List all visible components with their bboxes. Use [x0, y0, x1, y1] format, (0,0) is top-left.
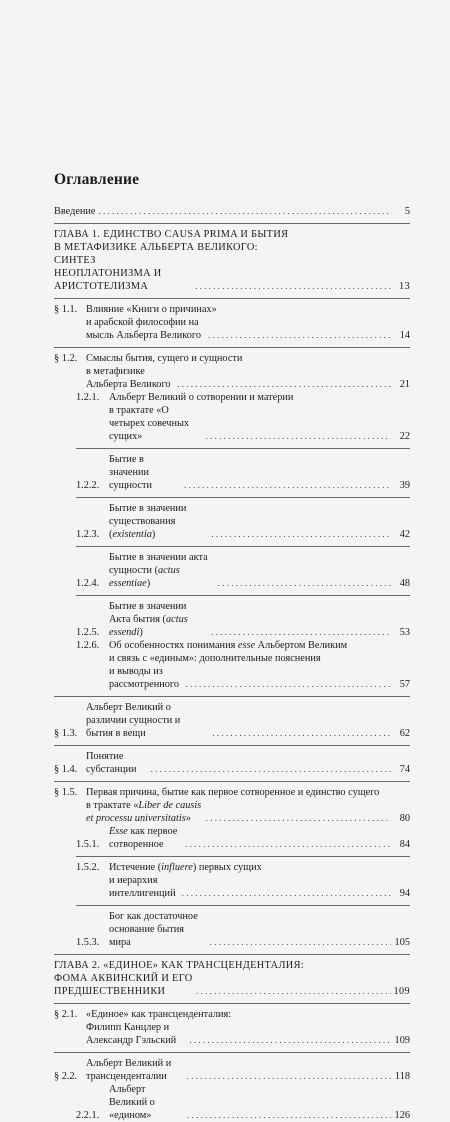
chapter-title-line: В МЕТАФИЗИКЕ АЛЬБЕРТА ВЕЛИКОГО:	[54, 242, 258, 253]
chapter-title-line: ФОМА АКВИНСКИЙ И ЕГО ПРЕДШЕСТВЕННИКИ	[54, 973, 193, 997]
section-number: § 1.1.	[54, 304, 78, 315]
entry-title	[109, 502, 208, 541]
entry-title-continued: и выводы из рассмотренного	[109, 666, 180, 690]
title-part: в трактате «	[86, 800, 139, 811]
section-number: § 1.5.	[54, 787, 78, 798]
page-number: 109	[394, 1035, 410, 1046]
page-number: 84	[399, 839, 410, 850]
section-number: 1.2.6.	[76, 640, 100, 651]
toc-entry-1-2-4[interactable]	[54, 551, 410, 590]
title-part: »	[185, 813, 191, 824]
page-number: 48	[399, 578, 410, 589]
divider	[54, 298, 410, 299]
entry-title: Альберт Великий и трансценденталии	[86, 1058, 172, 1082]
entry-title-continued	[86, 799, 203, 825]
section-number: 1.5.2.	[76, 862, 100, 873]
entry-title: Понятие субстанции	[86, 751, 137, 775]
entry-title: Альберт Великий о различии сущности и бытия в вещи	[86, 702, 181, 739]
page-number: 53	[399, 627, 410, 638]
title-italic: influere	[161, 862, 193, 873]
page-number: 109	[393, 986, 410, 997]
title-part: Бытие в значении Акта бытия (	[109, 601, 187, 625]
toc-entry-2-2-1[interactable]	[54, 1083, 410, 1122]
toc-entry-intro[interactable]	[54, 205, 410, 218]
page-number: 22	[399, 431, 410, 442]
leader-dots	[208, 329, 391, 342]
section-number: § 1.4.	[54, 764, 78, 775]
page-number: 94	[399, 888, 410, 899]
section-number: 1.5.1.	[76, 839, 100, 850]
entry-title: Введение	[54, 206, 96, 217]
page-number: 5	[404, 206, 410, 217]
section-number: § 1.3.	[54, 728, 78, 739]
toc-entry-section-1-5[interactable]	[54, 786, 410, 825]
divider	[76, 595, 410, 596]
toc-entry-1-5-3[interactable]	[54, 910, 410, 949]
leader-dots	[195, 280, 391, 293]
divider	[76, 448, 410, 449]
leader-dots	[196, 985, 390, 998]
toc-entry-section-1-4[interactable]	[54, 750, 410, 776]
toc-entry-chapter-2[interactable]	[54, 959, 410, 998]
divider	[54, 223, 410, 224]
section-number: § 2.1.	[54, 1009, 78, 1020]
entry-title-continued: и иерархия интеллигенций	[109, 875, 176, 899]
page-number: 39	[399, 480, 410, 491]
leader-dots	[177, 378, 391, 391]
entry-title-continued: и связь с «единым»: дополнительные пояснения	[109, 653, 321, 664]
toc-entry-1-2-2[interactable]	[54, 453, 410, 492]
toc-entry-1-5-1[interactable]	[54, 825, 410, 851]
leader-dots	[184, 479, 391, 492]
title-part: Об особенностях понимания	[109, 640, 238, 651]
toc-entry-1-5-2[interactable]	[54, 861, 410, 900]
title-part: Бытие в значении акта сущности (	[109, 552, 208, 576]
entry-title: Бытие в значении сущности	[109, 454, 153, 491]
title-italic: existentia	[112, 529, 152, 540]
leader-dots	[210, 936, 391, 949]
section-number: 1.2.1.	[76, 392, 100, 403]
title-part: Бытие в значении существования (	[109, 503, 187, 540]
title-part: )	[146, 578, 151, 589]
leader-dots	[211, 626, 391, 639]
title-italic: actus essentiae	[109, 565, 180, 589]
leader-dots	[187, 1109, 391, 1122]
leader-dots	[182, 887, 391, 900]
title-part: )	[151, 529, 156, 540]
entry-title	[109, 551, 215, 590]
title-part: Альбертом Великим	[255, 640, 348, 651]
section-number: 2.2.1.	[76, 1110, 100, 1121]
page-number: 118	[394, 1071, 410, 1082]
entry-title: Влияние «Книги о причинах»	[86, 304, 217, 315]
page-title: Оглавление	[54, 171, 140, 188]
chapter-title-line: ГЛАВА 1. ЕДИНСТВО CAUSA PRIMA И БЫТИЯ	[54, 229, 289, 240]
page-number: 126	[394, 1110, 410, 1121]
page-number: 14	[399, 330, 410, 341]
leader-dots	[185, 838, 391, 851]
page-number: 62	[399, 728, 410, 739]
entry-title	[109, 825, 182, 851]
title-italic: Esse	[109, 826, 128, 837]
page-number: 42	[399, 529, 410, 540]
toc-entry-1-2-3[interactable]	[54, 502, 410, 541]
divider	[54, 1003, 410, 1004]
entry-title: Альберт Великий о сотворении и материи	[109, 392, 294, 403]
page-number: 80	[399, 813, 410, 824]
section-number: 1.2.3.	[76, 529, 100, 540]
entry-title-continued: и арабской философии на мысль Альберта Великого	[86, 317, 201, 341]
divider	[54, 745, 410, 746]
divider	[54, 954, 410, 955]
section-number: 1.5.3.	[76, 937, 100, 948]
entry-title: Смыслы бытия, сущего и сущности	[86, 353, 243, 364]
divider	[54, 1052, 410, 1053]
entry-title	[109, 600, 208, 639]
divider	[54, 696, 410, 697]
divider	[76, 856, 410, 857]
entry-title-continued: в трактате «О четырех совечных сущих»	[109, 405, 190, 442]
chapter-title-line: ГЛАВА 2. «ЕДИНОЕ» КАК ТРАНСЦЕНДЕНТАЛИЯ:	[54, 960, 305, 971]
entry-title-continued: Филипп Канцлер и Александр Гэльский	[86, 1022, 177, 1046]
toc-entry-chapter-1[interactable]	[54, 228, 410, 293]
title-part: как первое сотворенное	[109, 826, 178, 850]
title-part: ) первых сущих	[192, 862, 262, 873]
leader-dots	[206, 430, 391, 443]
leader-dots	[189, 1034, 391, 1047]
leader-dots	[206, 812, 391, 825]
divider	[76, 546, 410, 547]
entry-title: Бог как достаточное основание бытия мира	[109, 911, 198, 948]
entry-title: Альберт Великий о «едином»	[109, 1084, 155, 1121]
leader-dots	[218, 577, 391, 590]
section-number: 1.2.4.	[76, 578, 100, 589]
leader-dots	[187, 1070, 391, 1083]
chapter-title-line: СИНТЕЗ НЕОПЛАТОНИЗМА И АРИСТОТЕЛИЗМА	[54, 255, 162, 292]
toc-entry-section-1-1[interactable]	[54, 303, 410, 342]
entry-title: Первая причина, бытие как первое сотворенное и единство сущего	[86, 787, 380, 798]
section-number: 1.2.2.	[76, 480, 100, 491]
page-number: 13	[399, 281, 410, 292]
entry-title	[109, 861, 262, 874]
toc-entry-1-2-6[interactable]	[54, 639, 410, 691]
toc-entry-1-2-5[interactable]	[54, 600, 410, 639]
entry-title-continued: в метафизике Альберта Великого	[86, 366, 171, 390]
page-number: 105	[394, 937, 410, 948]
table-of-contents	[54, 205, 410, 1122]
toc-entry-section-1-2[interactable]	[54, 352, 410, 391]
toc-entry-section-2-2[interactable]	[54, 1057, 410, 1083]
entry-title: «Единое» как трансценденталия:	[86, 1009, 232, 1020]
toc-entry-1-2-1[interactable]	[54, 391, 410, 443]
divider	[76, 905, 410, 906]
section-number: § 2.2.	[54, 1071, 78, 1082]
toc-entry-section-2-1[interactable]	[54, 1008, 410, 1047]
title-italic: actus essendi	[109, 614, 188, 638]
title-italic: Liber de causis et processu universitatis	[86, 800, 202, 824]
page-number: 57	[399, 679, 410, 690]
title-part: Истечение (	[109, 862, 162, 873]
leader-dots	[211, 528, 391, 541]
leader-dots	[151, 763, 391, 776]
title-italic: esse	[237, 640, 256, 651]
divider	[54, 347, 410, 348]
divider	[54, 781, 410, 782]
section-number: § 1.2.	[54, 353, 78, 364]
divider	[76, 497, 410, 498]
leader-dots	[99, 205, 391, 218]
toc-entry-section-1-3[interactable]	[54, 701, 410, 740]
page-number: 74	[399, 764, 410, 775]
section-number: 1.2.5.	[76, 627, 100, 638]
page-number: 21	[399, 379, 410, 390]
leader-dots	[186, 678, 391, 691]
title-part: )	[139, 627, 143, 638]
entry-title	[109, 639, 347, 652]
leader-dots	[212, 727, 391, 740]
